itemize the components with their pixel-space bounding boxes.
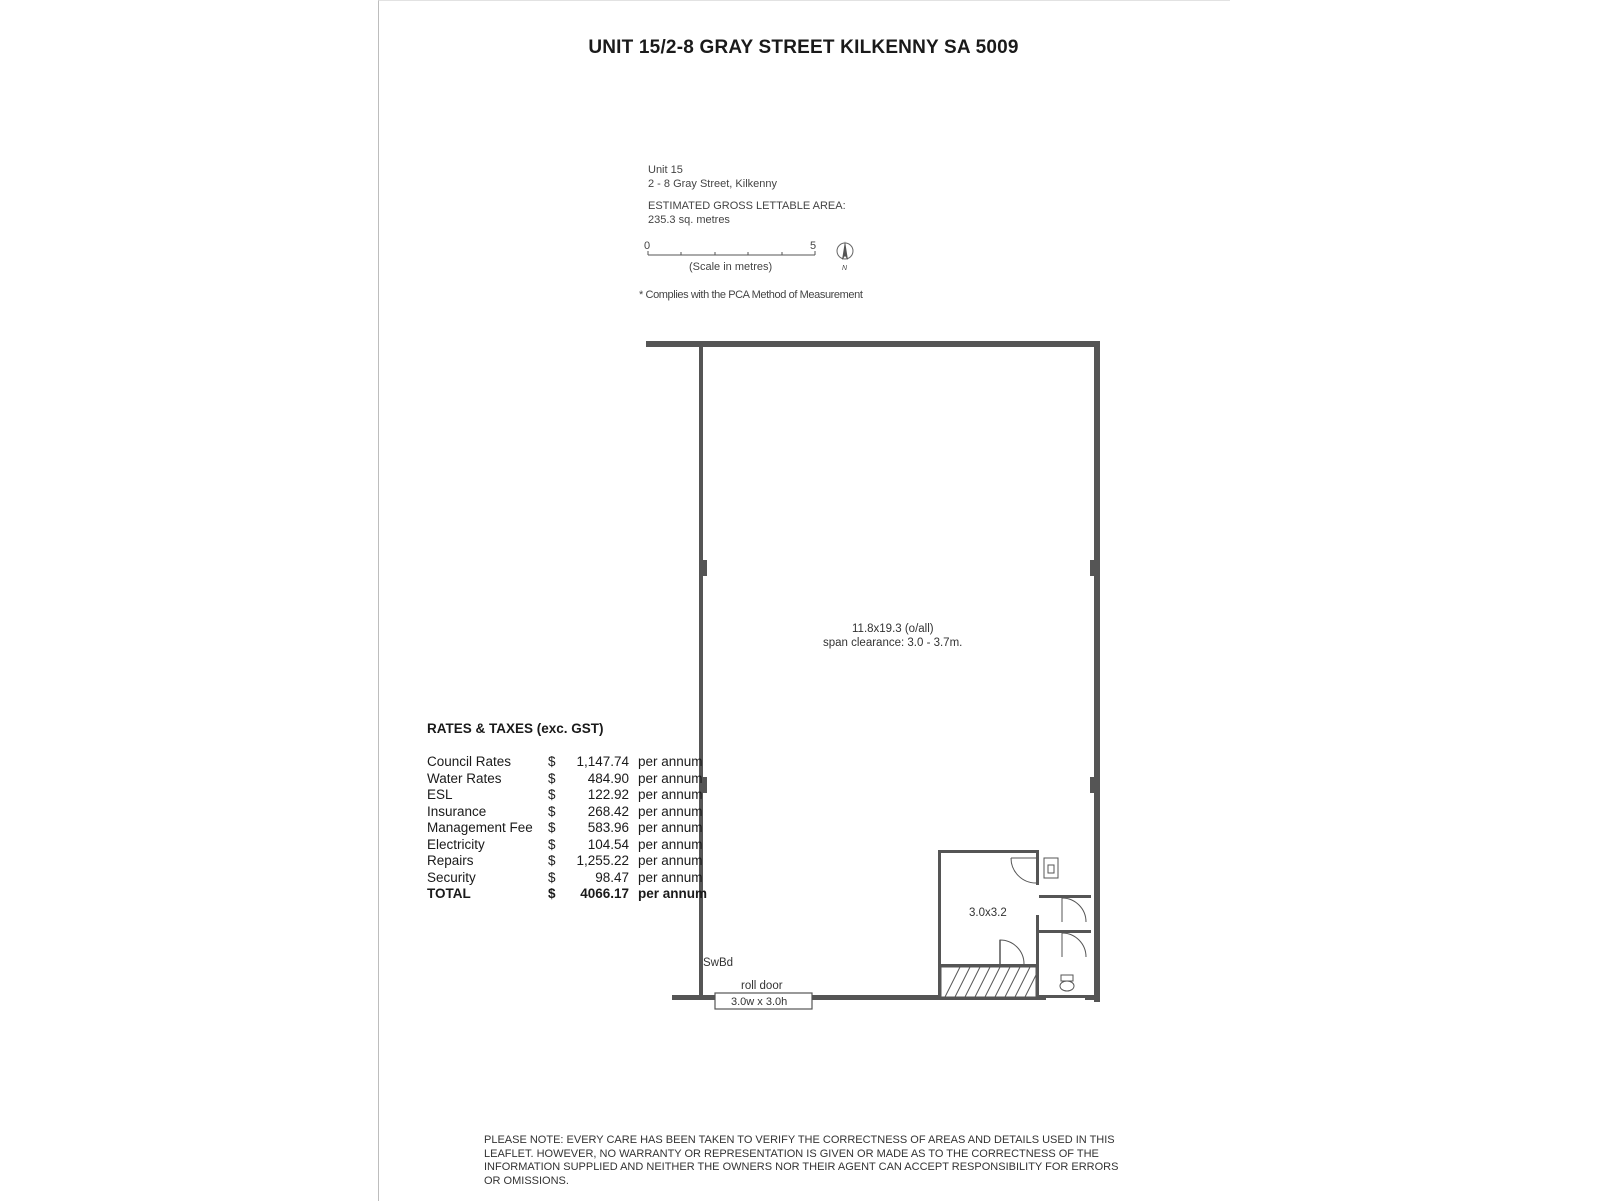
rates-row xyxy=(427,853,707,870)
span-clearance: span clearance: 3.0 - 3.7m. xyxy=(823,637,963,649)
rate-period: per annum xyxy=(638,787,703,802)
rate-period: per annum xyxy=(638,754,703,769)
legend-area-value: 235.3 sq. metres xyxy=(648,214,730,226)
rate-label: ESL xyxy=(427,787,453,802)
rate-currency: $ xyxy=(548,820,556,835)
rates-row xyxy=(427,804,707,821)
rates-row xyxy=(427,870,707,887)
rate-label: TOTAL xyxy=(427,886,471,901)
rate-currency: $ xyxy=(548,770,556,786)
main-area-dimensions: 11.8x19.3 (o/all) xyxy=(852,623,934,635)
rate-label: Council Rates xyxy=(427,754,512,769)
rate-currency: $ xyxy=(548,869,556,885)
rate-label: Electricity xyxy=(427,836,485,852)
pca-note: * Complies with the PCA Method of Measurement xyxy=(639,289,863,301)
north-label: N xyxy=(842,265,848,272)
rate-amount: 1,255.22 xyxy=(576,853,629,868)
rate-label: Repairs xyxy=(427,853,474,868)
rate-label: Management Fee xyxy=(427,820,533,835)
rates-row xyxy=(427,787,707,804)
rates-taxes-section xyxy=(427,721,707,903)
rate-amount: 4066.17 xyxy=(580,886,629,901)
rate-amount: 1,147.74 xyxy=(576,754,629,769)
rates-heading: RATES & TAXES (exc. GST) xyxy=(427,721,604,736)
rates-row xyxy=(427,820,707,837)
rates-row xyxy=(427,837,707,854)
disclaimer-note: PLEASE NOTE: EVERY CARE HAS BEEN TAKEN TO VERIFY THE CORRECTNESS OF AREAS AND DETAILS USED IN THIS LEAFLET. HOWEVER, NO WARRANTY OR REPRESENTATION IS GIVEN OR MADE AS TO THE CORRECTNESS OF THE INFORMATION SUPPLIED AND NEITHER THE OWNERS NOR THEIR AGENT CAN ACCEPT RESPONSIBILITY FOR ERRORS OR OMISSIONS. xyxy=(484,1134,1119,1187)
rate-currency: $ xyxy=(548,836,556,852)
rates-table xyxy=(427,754,707,903)
building-walls xyxy=(646,341,1100,1002)
rate-currency: $ xyxy=(548,754,556,769)
rate-currency: $ xyxy=(548,787,556,802)
rate-amount: 583.96 xyxy=(587,820,629,835)
roll-door-label: roll door xyxy=(741,980,783,992)
rates-total-row xyxy=(427,886,707,903)
rate-period: per annum xyxy=(638,869,703,885)
office-dimensions: 3.0x3.2 xyxy=(969,907,1007,919)
scale-start-label: 0 xyxy=(644,240,651,252)
rate-period: per annum xyxy=(638,836,703,852)
toilet-icon xyxy=(1060,981,1074,991)
rate-label: Insurance xyxy=(427,803,487,819)
scale-end-label: 5 xyxy=(810,240,817,252)
rate-currency: $ xyxy=(548,803,556,819)
rate-label: Security xyxy=(427,869,476,885)
rate-amount: 268.42 xyxy=(587,803,629,819)
rate-period: per annum xyxy=(638,803,703,819)
rate-amount: 104.54 xyxy=(587,836,629,852)
legend-address: 2 - 8 Gray Street, Kilkenny xyxy=(648,178,777,190)
switchboard-label: SwBd xyxy=(703,957,734,969)
legend-unit: Unit 15 xyxy=(648,164,683,176)
rate-amount: 98.47 xyxy=(595,869,629,885)
rate-amount: 122.92 xyxy=(587,787,629,802)
page-title: UNIT 15/2-8 GRAY STREET KILKENNY SA 5009 xyxy=(588,37,1019,58)
rate-period: per annum xyxy=(638,853,703,868)
rate-period: per annum xyxy=(638,820,703,835)
roll-door-size: 3.0w x 3.0h xyxy=(731,996,788,1008)
legend-area-label: ESTIMATED GROSS LETTABLE AREA: xyxy=(648,200,846,212)
rate-currency: $ xyxy=(548,853,556,868)
rate-period: per annum xyxy=(638,770,703,786)
rate-currency: $ xyxy=(548,886,556,901)
office-room xyxy=(938,850,1039,997)
rates-row xyxy=(427,754,707,771)
rate-period: per annum xyxy=(638,886,708,901)
rate-label: Water Rates xyxy=(427,770,502,786)
scale-caption: (Scale in metres) xyxy=(689,261,773,273)
rate-amount: 484.90 xyxy=(587,770,629,786)
rates-row xyxy=(427,771,707,788)
